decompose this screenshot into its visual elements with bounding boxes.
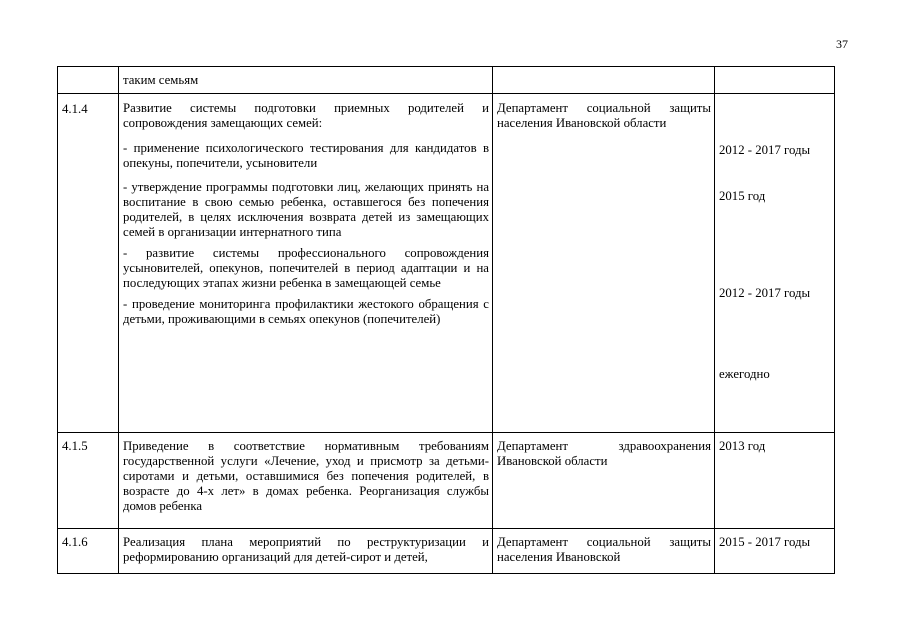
term-text: 2015 - 2017 годы bbox=[719, 535, 811, 549]
term-text: ежегодно bbox=[719, 367, 770, 381]
action-cell bbox=[119, 529, 493, 574]
responsible-text: Департамент социальной защиты населения Ивановской bbox=[497, 535, 711, 564]
item-number-cell bbox=[58, 94, 119, 433]
responsible-cell bbox=[493, 94, 715, 433]
action-cell bbox=[119, 433, 493, 529]
table-row bbox=[58, 94, 835, 433]
term-text: 2012 - 2017 годы bbox=[719, 143, 811, 157]
term-cell bbox=[715, 94, 835, 433]
action-subitem: - применение психологического тестирования для кандидатов в опекуны, попечители, усыновители bbox=[123, 141, 489, 170]
term-text: 2015 год bbox=[719, 189, 766, 203]
item-number-cell bbox=[58, 67, 119, 94]
action-subitem: - утверждение программы подготовки лиц, желающих принять на воспитание в свою семью ребенка, оставшегося без попечения родителей, в целях исключения возврата детей из замещающих семей в организации интернатного типа bbox=[123, 180, 489, 239]
item-number: 4.1.6 bbox=[62, 535, 88, 549]
page-number: 37 bbox=[836, 37, 848, 51]
term-text: 2013 год bbox=[719, 439, 766, 453]
action-text: Развитие системы подготовки приемных родителей и сопровождения замещающих семей: bbox=[123, 101, 489, 130]
action-subitem: - развитие системы профессионального сопровождения усыновителей, опекунов, попечителей в период адаптации и на последующих этапах жизни ребенка в замещающей семье bbox=[123, 246, 489, 290]
responsible-cell bbox=[493, 433, 715, 529]
table-row bbox=[58, 433, 835, 529]
term-cell bbox=[715, 67, 835, 94]
action-text: таким семьям bbox=[123, 73, 199, 87]
table-row bbox=[58, 529, 835, 574]
action-text: Приведение в соответствие нормативным требованиям государственной услуги «Лечение, уход и присмотр за детьми-сиротами и детьми, оставшимися без попечения родителей, в возрасте до 4-х лет» в домах ребенка. Реорганизация службы домов ребенка bbox=[123, 439, 489, 513]
action-cell bbox=[119, 67, 493, 94]
term-cell bbox=[715, 529, 835, 574]
responsible-text: Департамент социальной защиты населения Ивановской области bbox=[497, 101, 711, 130]
responsible-text: Департамент здравоохранения Ивановской области bbox=[497, 439, 711, 468]
responsible-cell bbox=[493, 67, 715, 94]
action-subitem: - проведение мониторинга профилактики жестокого обращения с детьми, проживающими в семьях опекунов (попечителей) bbox=[123, 297, 489, 326]
responsible-cell bbox=[493, 529, 715, 574]
item-number: 4.1.4 bbox=[62, 102, 88, 116]
term-text: 2012 - 2017 годы bbox=[719, 286, 811, 300]
action-text: Реализация плана мероприятий по реструктуризации и реформированию организаций для детей-сирот и детей, bbox=[123, 535, 489, 564]
term-cell bbox=[715, 433, 835, 529]
item-number-cell bbox=[58, 433, 119, 529]
action-plan-table bbox=[57, 66, 835, 574]
item-number: 4.1.5 bbox=[62, 439, 88, 453]
action-cell bbox=[119, 94, 493, 433]
item-number-cell bbox=[58, 529, 119, 574]
table-row bbox=[58, 67, 835, 94]
